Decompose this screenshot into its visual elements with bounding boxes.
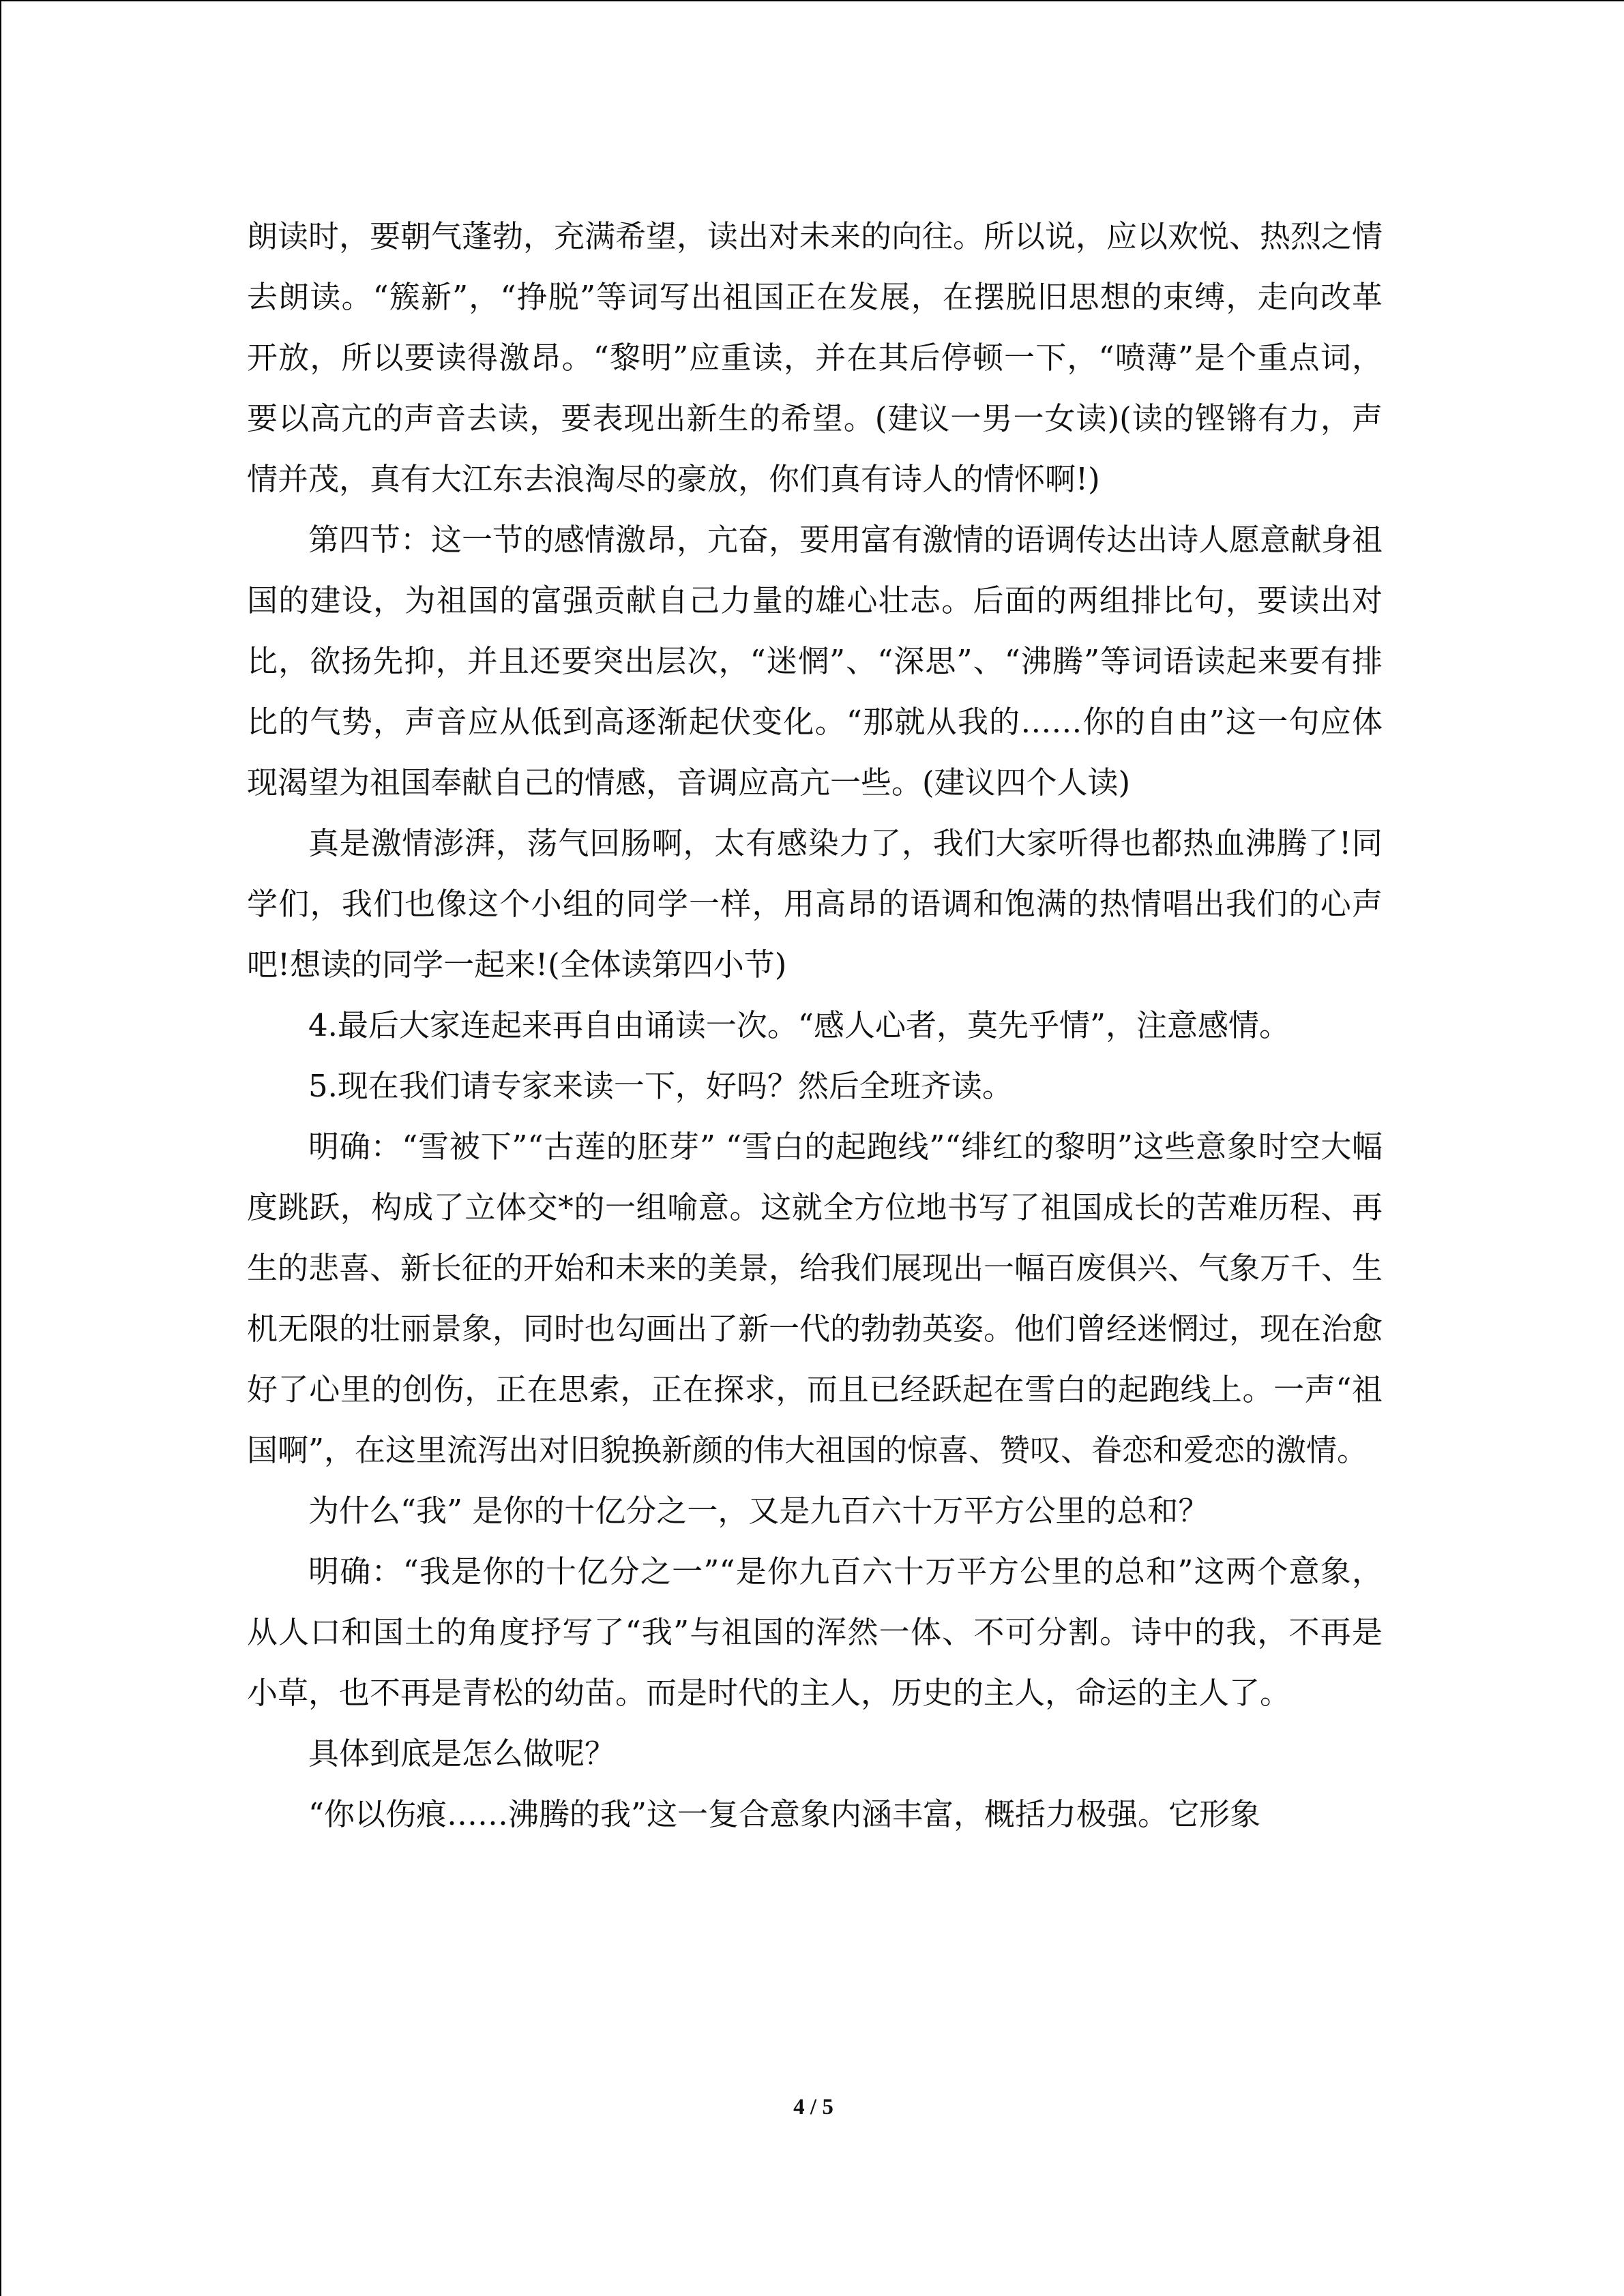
document-body	[247, 206, 1383, 1845]
paragraph: 明确：“我是你的十亿分之一”“是你九百六十万平方公里的总和”这两个意象，从人口和国土的角度抒写了“我”与祖国的浑然一体、不可分割。诗中的我，不再是小草，也不再是青松的幼苗。而是时代的主人，历史的主人，命运的主人了。	[247, 1553, 1383, 1711]
paragraph: 朗读时，要朝气蓬勃，充满希望，读出对未来的向往。所以说，应以欢悦、热烈之情去朗读。“簇新”，“挣脱”等词写出祖国正在发展，在摆脱旧思想的束缚，走向改革开放，所以要读得激昂。“黎明”应重读，并在其后停顿一下，“喷薄”是个重点词，要以高亢的声音去读，要表现出新生的希望。(建议一男一女读)(读的铿锵有力，声情并茂，真有大江东去浪淘尽的豪放，你们真有诗人的情怀啊!)	[247, 218, 1383, 497]
paragraph: 4.最后大家连起来再自由诵读一次。“感人心者，莫先乎情”，注意感情。	[308, 1007, 1290, 1043]
page-number: 4 / 5	[793, 2095, 833, 2119]
paragraph: “你以伤痕……沸腾的我”这一复合意象内涵丰富，概括力极强。它形象	[308, 1796, 1261, 1832]
paragraph: 第四节：这一节的感情激昂，亢奋，要用富有激情的语调传达出诗人愿意献身祖国的建设，为祖国的富强贡献自己力量的雄心壮志。后面的两组排比句，要读出对比，欲扬先抑，并且还要突出层次，“迷惘”、“深思”、“沸腾”等词语读起来要有排比的气势，声音应从低到高逐渐起伏变化。“那就从我的……你的自由”这一句应体现渴望为祖国奉献自己的情感，音调应高亢一些。(建议四个人读)	[247, 522, 1383, 801]
paragraph: 为什么“我” 是你的十亿分之一，又是九百六十万平方公里的总和？	[308, 1493, 1209, 1529]
paragraph: 真是激情澎湃，荡气回肠啊，太有感染力了，我们大家听得也都热血沸腾了!同学们，我们也像这个小组的同学一样，用高昂的语调和饱满的热情唱出我们的心声吧!想读的同学一起来!(全体读第四小节)	[247, 825, 1383, 983]
paragraph: 5.现在我们请专家来读一下，好吗？然后全班齐读。	[308, 1068, 1013, 1104]
paragraph: 明确：“雪被下”“古莲的胚芽” “雪白的起跑线”“绯红的黎明”这些意象时空大幅度跳跃，构成了立体交*的一组喻意。这就全方位地书写了祖国成长的苦难历程、再生的悲喜、新长征的开始和未来的美景，给我们展现出一幅百废俱兴、气象万千、生机无限的壮丽景象，同时也勾画出了新一代的勃勃英姿。他们曾经迷惘过，现在治愈好了心里的创伤，正在思索，正在探求，而且已经跃起在雪白的起跑线上。一声“祖国啊”，在这里流泻出对旧貌换新颜的伟大祖国的惊喜、赞叹、眷恋和爱恋的激情。	[247, 1129, 1383, 1468]
paragraph: 具体到底是怎么做呢？	[308, 1735, 616, 1772]
